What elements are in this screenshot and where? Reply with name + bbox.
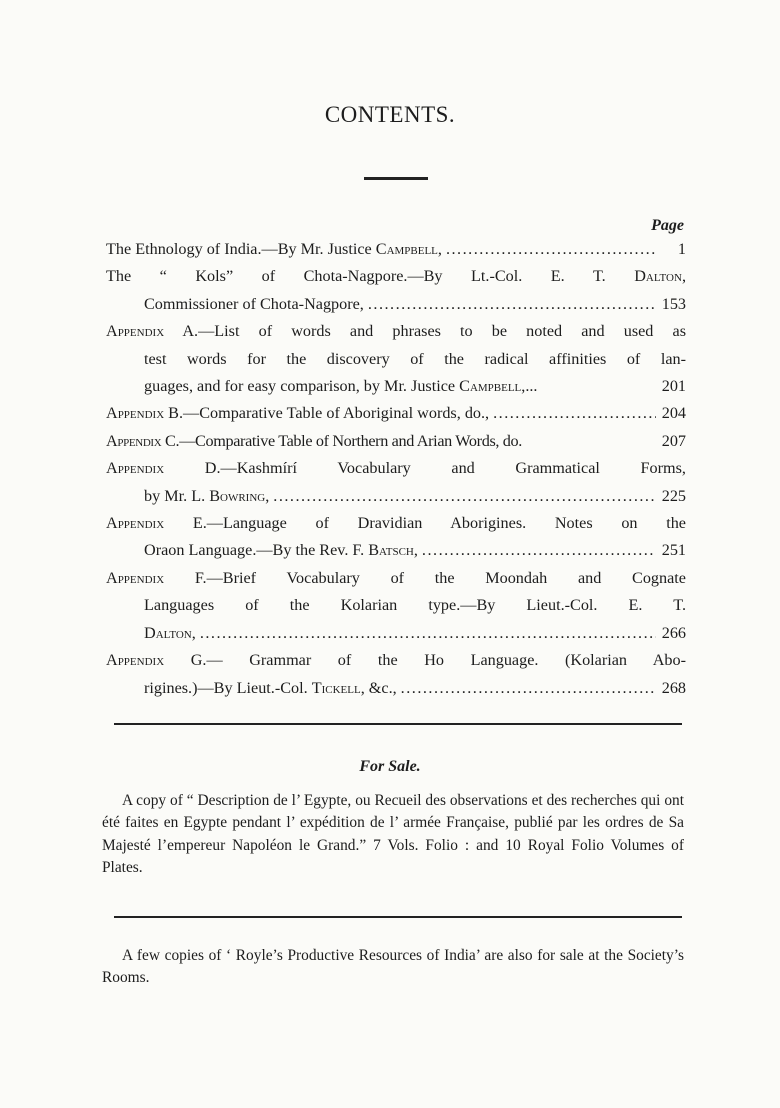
toc-entry-appendix-b[interactable]: Appendix B.—Comparative Table of Aboriginal words, do., ..... 204 xyxy=(106,400,686,427)
leader-dots xyxy=(273,483,656,510)
page-number: 268 xyxy=(661,678,686,697)
leader-dots xyxy=(422,537,656,564)
toc-entry-line: The “ Kols” of Chota-Nagpore.—By Lt.-Col. E. T. Dalton, xyxy=(106,267,686,286)
leader-dots xyxy=(368,291,656,318)
section-divider xyxy=(114,723,682,725)
page-number: 201 xyxy=(661,377,686,396)
page-number: 153 xyxy=(661,294,686,313)
appendix-label: Appendix F. xyxy=(106,568,207,587)
author-name: Batsch xyxy=(368,541,414,560)
toc-entry-kols[interactable] xyxy=(106,263,686,318)
toc-entry-text: Commissioner of Chota-Nagpore, xyxy=(144,294,364,313)
toc-entry-appendix-d[interactable]: Appendix D.—Kashmírí Vocabulary and Grammatical Forms, by Mr. L. Bowring, ..... 225 xyxy=(106,455,686,510)
table-of-contents xyxy=(106,236,686,702)
appendix-label: Appendix E. xyxy=(106,514,207,533)
leader-dots xyxy=(493,400,656,427)
toc-entry-appendix-a[interactable]: Appendix A.—List of words and phrases to be noted and used as test words for the discovery of the radical affinities of lan- guages, and for easy comparison, by Mr. Justice Campbell,... 201 xyxy=(106,318,686,400)
page-number: 225 xyxy=(661,486,686,505)
page-number: 251 xyxy=(661,541,686,560)
section-divider xyxy=(114,916,682,918)
appendix-label: Appendix C. xyxy=(106,431,180,450)
author-name: Tickell xyxy=(311,678,361,697)
royle-notice: A few copies of ‘ Royle’s Productive Resources of India’ are also for sale at the Society’s Rooms. xyxy=(102,947,684,987)
page-number: 204 xyxy=(661,404,686,423)
appendix-label: Appendix B. xyxy=(106,404,184,423)
title-rule xyxy=(364,177,428,180)
leader-dots xyxy=(200,620,656,647)
toc-entry-appendix-e[interactable]: Appendix E.—Language of Dravidian Aborigines. Notes on the Oraon Language.—By the Rev. F. Batsch, ..... 251 xyxy=(106,510,686,565)
for-sale-paragraph: A copy of “ Description de l’ Egypte, ou Recueil des observations et des recherches qui ont été faites en Egypte pendant l’ expédition de l’ armée Française, publié par les ordres de Sa Majesté l’empereur Napoléon le Grand.” 7 Vols. Folio : and 10 Royal Folio Volumes of Plates. xyxy=(102,792,684,877)
toc-entry-appendix-f[interactable]: Appendix F.—Brief Vocabulary of the Moondah and Cognate Languages of the Kolarian type.—By Lieut.-Col. E. T. Dalton, ..... 266 xyxy=(106,565,686,647)
page-number: 1 xyxy=(677,240,686,258)
author-name: Campbell xyxy=(375,240,438,258)
toc-entry-appendix-c[interactable]: Appendix C.—Comparative Table of Northern and Arian Words, do. 207 xyxy=(106,428,686,455)
appendix-label: Appendix G. xyxy=(106,651,207,670)
for-sale-heading: For Sale. xyxy=(359,758,421,775)
leader-dots xyxy=(401,675,656,702)
page-column-label: Page xyxy=(651,217,684,234)
page-number: 266 xyxy=(661,623,686,642)
toc-entry-ethnology[interactable]: The Ethnology of India.—By Mr. Justice Campbell, ..... 1 xyxy=(106,236,686,263)
author-name: Bowring xyxy=(209,486,266,505)
author-name: Dalton xyxy=(144,623,192,642)
page-title: CONTENTS. xyxy=(324,102,456,127)
author-name: Dalton xyxy=(634,267,682,286)
appendix-label: Appendix A. xyxy=(106,322,199,341)
author-name: Campbell xyxy=(459,377,522,396)
toc-entry-appendix-g[interactable]: Appendix G.— Grammar of the Ho Language. (Kolarian Abo- rigines.)—By Lieut.-Col. Tickell, &c., ..... 268 xyxy=(106,647,686,702)
appendix-label: Appendix D. xyxy=(106,459,221,478)
leader-dots xyxy=(446,236,656,263)
toc-entry-text: The Ethnology of India.—By Mr. Justice xyxy=(106,240,376,258)
page-number: 207 xyxy=(661,431,686,450)
